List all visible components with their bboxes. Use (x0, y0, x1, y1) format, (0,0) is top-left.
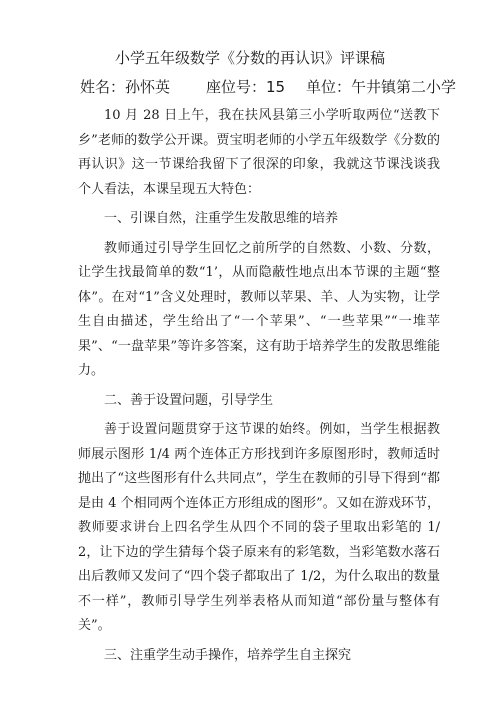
author-name: 姓名：孙怀英 (80, 78, 171, 96)
author-unit: 单位：午井镇第二小学 (306, 78, 457, 96)
document-title: 小学五年级数学《分数的再认识》评课稿 (114, 49, 385, 67)
author-info (80, 77, 460, 97)
intro-paragraph: 10 月 28 日上午，我在扶风县第三小学听取两位“送教下乡”老师的数学公开课。贾宝明老师的小学五年级数学《分数的再认识》这一节课给我留下了很深的印象，我就这节课浅谈我个人看法，本课呈现五大特色： (78, 108, 440, 197)
section-paragraph-2: 善于设置问题贯穿于这节课的始终。例如，当学生根据教师展示图形 1/4 两个连体正方形找到许多原图形时，教师适时抛出了“这些图形有什么共同点”，学生在教师的引导下得到“都是由 4 个相同两个连体正方形组成的图形”。又如在游戏环节，教师要求讲台上四名学生从四个不同的袋子里取出彩笔的 1/2，让下边的学生猜每个袋子原来有的彩笔数，当彩笔数水落石出后教师又发问了“四个袋子都取出了 1/2，为什么取出的数量不一样”，教师引导学生列举表格从而知道“部份量与整体有关”。 (78, 422, 440, 633)
seat-number: 座位号：15 (206, 78, 286, 96)
section-paragraph-1: 教师通过引导学生回忆之前所学的自然数、小数、分数，让学生找最简单的数“1’，从而隐蔽性地点出本节课的主题“整体”。在对“1”含义处理时，教师以苹果、羊、人为实物，让学生自由描述，学生给出了“一个苹果”、“一些苹果”“一堆苹果”、“一盘苹果”等许多答案，这有助于培养学生的发散思维能力。 (78, 240, 440, 378)
section-heading-1: 一、引课自然，注重学生发散思维的培养 (104, 211, 339, 226)
section-heading-3: 三、注重学生动手操作，培养学生自主探究 (104, 647, 352, 663)
section-heading-2: 二、善于设置问题，引导学生 (104, 392, 274, 408)
document-body (78, 104, 440, 673)
